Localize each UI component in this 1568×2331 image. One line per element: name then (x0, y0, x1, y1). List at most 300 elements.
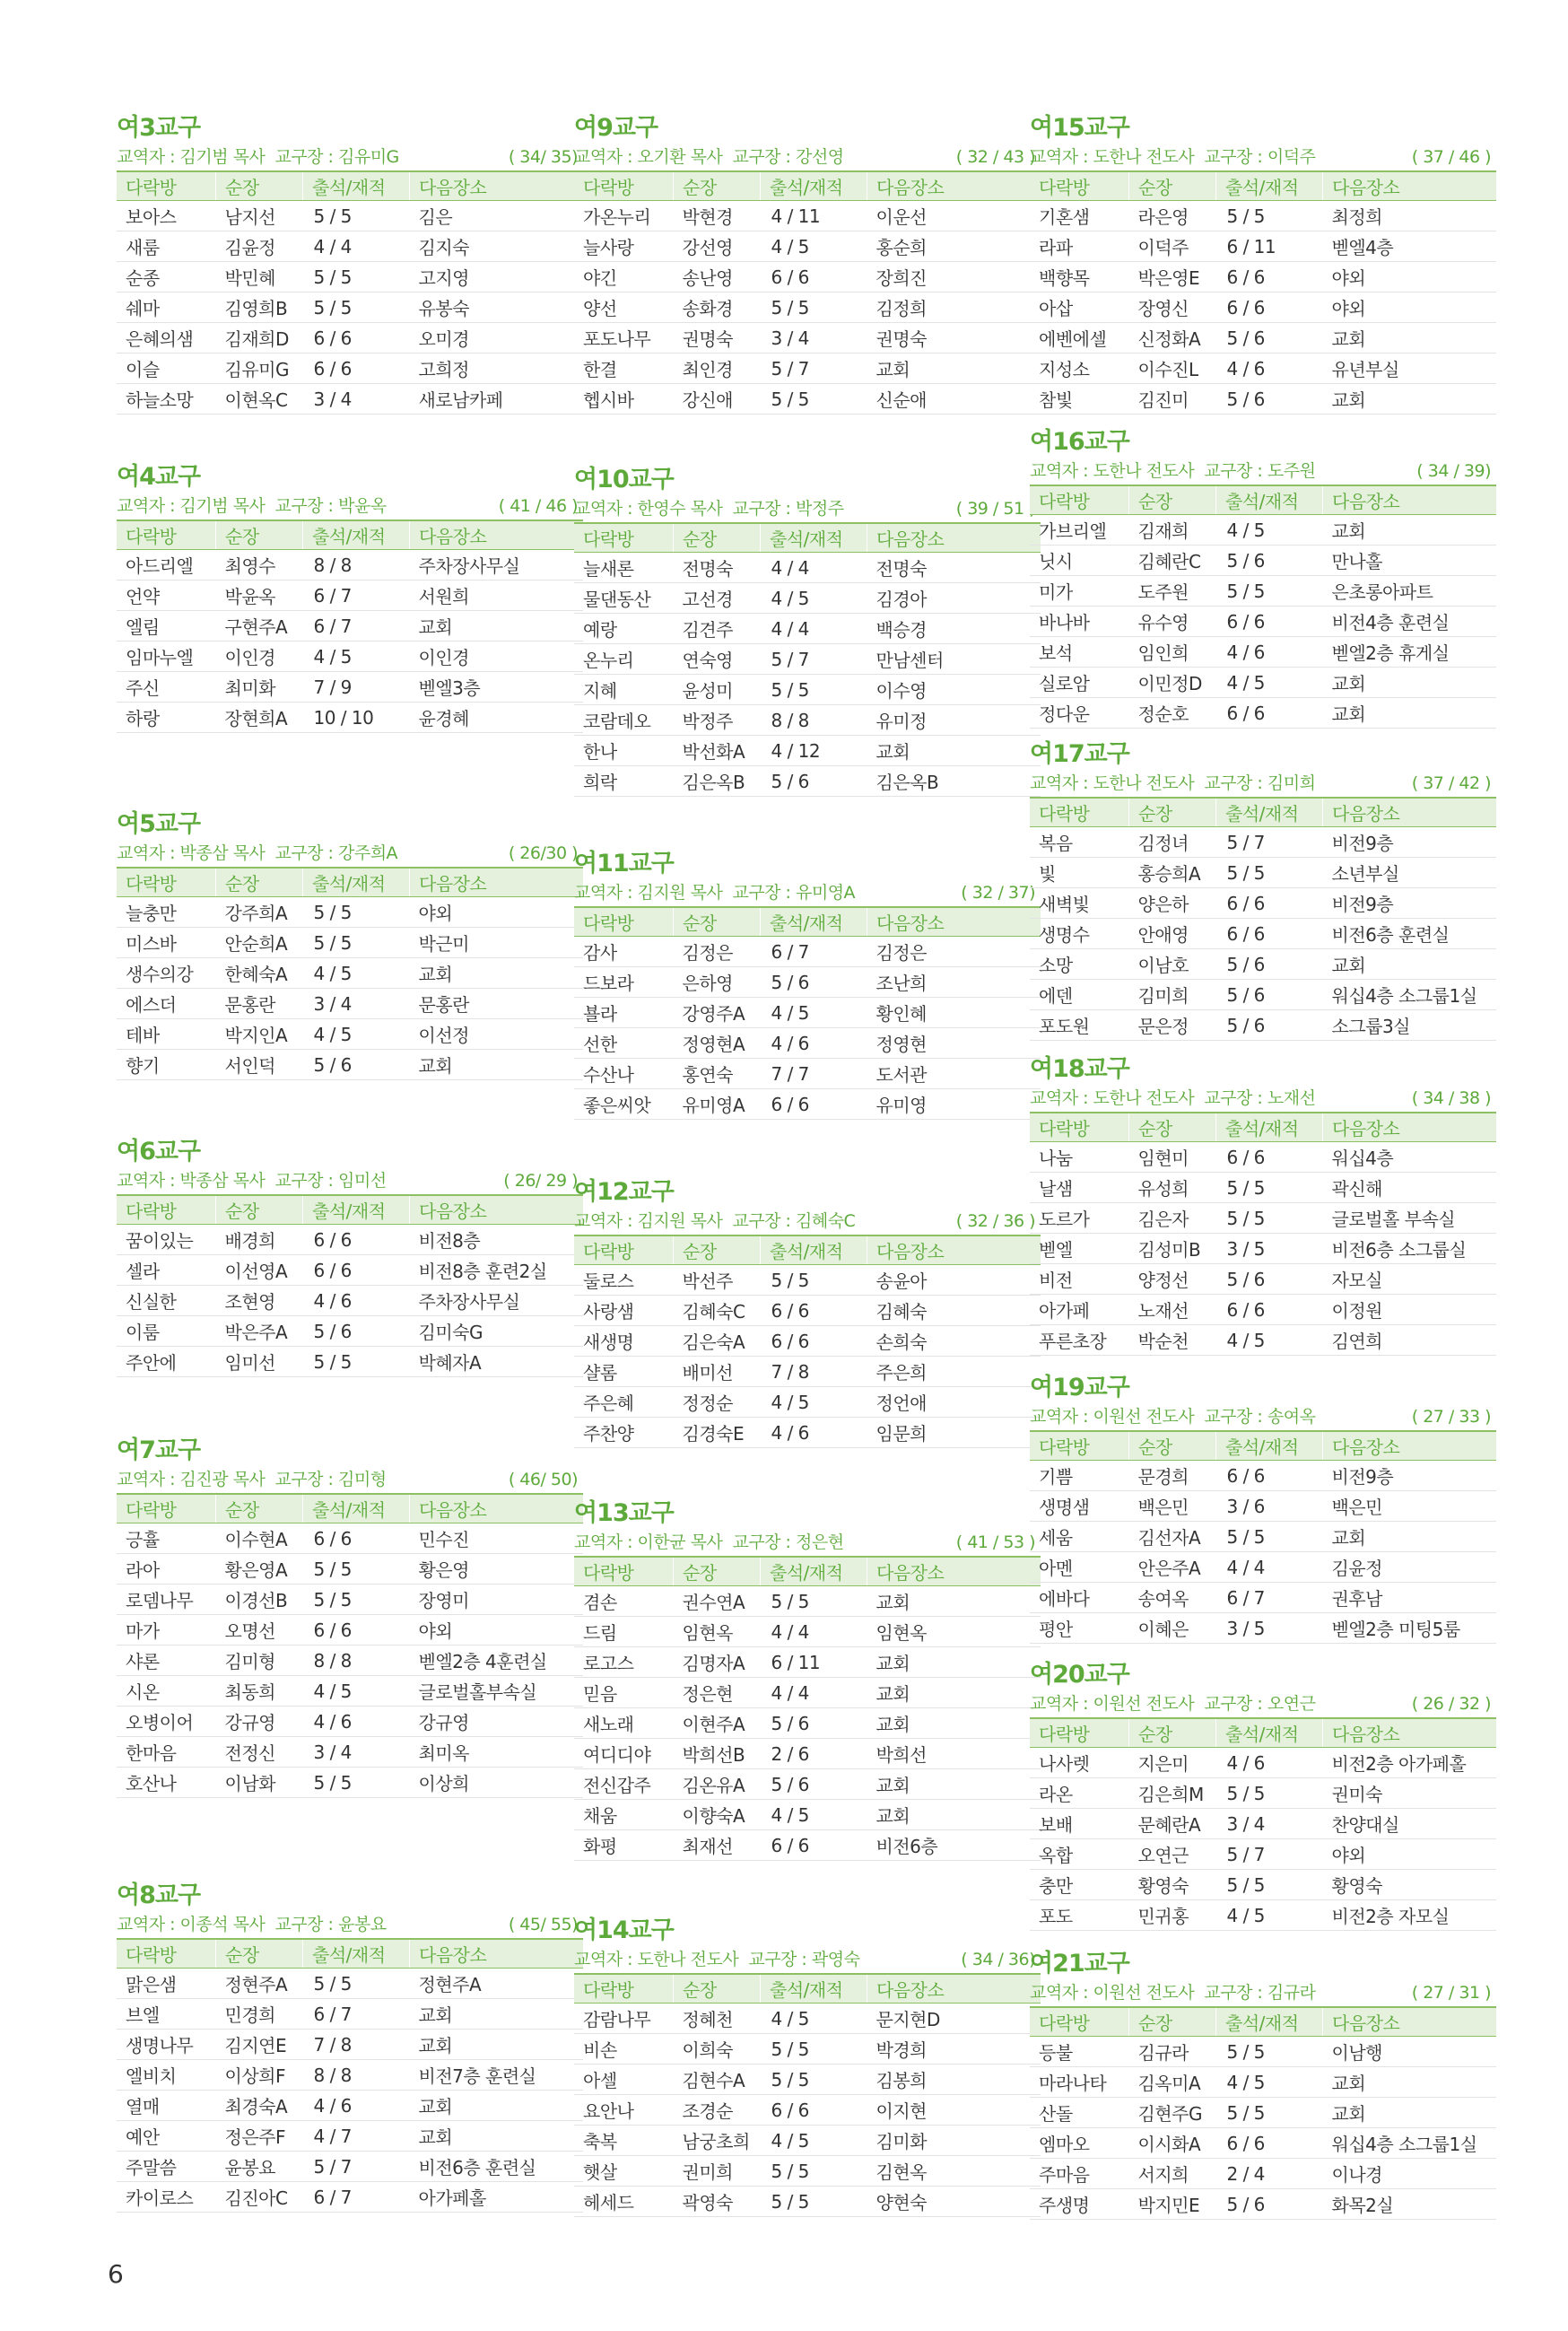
column-header: 순장 (1129, 2007, 1216, 2037)
district-block (1030, 427, 1496, 729)
leader-label: 교구장 : 도주원 (1204, 461, 1316, 481)
leader-name: 이혜은 (1129, 1613, 1216, 1644)
table-row (117, 2030, 583, 2060)
table-row (117, 1585, 583, 1615)
next-location: 유미정 (867, 705, 1041, 736)
leader-label: 교구장 : 박정주 (732, 499, 844, 519)
group-name: 물댄동산 (574, 583, 674, 614)
column-header: 출석/재적 (761, 523, 867, 553)
attendance: 6 / 6 (1216, 1142, 1323, 1173)
district-title: 여7교구 (117, 1436, 201, 1464)
leader-name: 오명선 (216, 1615, 303, 1646)
leader-name: 박순천 (1129, 1325, 1216, 1356)
column-header: 다음장소 (410, 868, 584, 897)
table-header (117, 1939, 583, 1969)
next-location: 박근미 (410, 928, 584, 958)
next-location: 곽신해 (1323, 1173, 1497, 1203)
leader-name: 문홍란 (216, 989, 303, 1019)
group-name: 새룸 (117, 231, 216, 262)
leader-name: 김성미B (1129, 1234, 1216, 1264)
next-location: 교회 (410, 1050, 584, 1080)
leader-name: 황은영A (216, 1554, 303, 1585)
leader-name: 김혜란C (1129, 546, 1216, 576)
attendance: 5 / 5 (1216, 2098, 1323, 2128)
leader-name: 정혜천 (674, 2004, 761, 2034)
next-location: 교회 (867, 1800, 1041, 1830)
leader-name: 고선경 (674, 583, 761, 614)
leader-name: 김정녀 (1129, 827, 1216, 858)
table-body (574, 1265, 1041, 1448)
table-row (1030, 827, 1496, 858)
group-name: 아셀 (574, 2065, 674, 2095)
leader-name: 박정주 (674, 705, 761, 736)
leader-name: 김유미G (216, 354, 303, 384)
district-title: 여14교구 (574, 1916, 674, 1944)
attendance: 5 / 6 (1216, 323, 1323, 354)
attendance-ratio: ( 34/ 35) (508, 147, 578, 167)
table-row (117, 1347, 583, 1377)
table-header (574, 171, 1041, 201)
next-location: 주차장사무실 (410, 1286, 584, 1316)
next-location: 교회 (867, 736, 1041, 766)
leader-name: 남궁초희 (674, 2126, 761, 2156)
leader-name: 홍연숙 (674, 1059, 761, 1089)
next-location: 김정희 (867, 292, 1041, 323)
table-row (117, 292, 583, 323)
leader-label: 교구장 : 노재선 (1204, 1088, 1316, 1108)
leader-name: 유미영A (674, 1089, 761, 1120)
leader-name: 정은현 (674, 1678, 761, 1708)
table-row (1030, 2067, 1496, 2098)
district-title: 여17교구 (1030, 740, 1129, 768)
district-block (574, 1916, 1041, 2217)
attendance: 5 / 5 (761, 384, 867, 415)
leader-name: 조경순 (674, 2095, 761, 2126)
group-name: 브엘 (117, 1999, 216, 2030)
attendance-table (1030, 485, 1496, 729)
leader-name: 최영수 (216, 550, 303, 581)
group-name: 산돌 (1030, 2098, 1129, 2128)
next-location: 야외 (1323, 262, 1497, 292)
officer-label: 교역자 : 이원선 전도사 (1030, 1983, 1195, 2003)
table-row (117, 1707, 583, 1737)
table-row (1030, 323, 1496, 354)
column-header: 다락방 (117, 520, 216, 550)
next-location: 서원희 (410, 581, 584, 611)
attendance: 8 / 8 (303, 2060, 410, 2091)
group-name: 생명수 (1030, 919, 1129, 949)
leader-name: 이현주A (674, 1708, 761, 1739)
attendance: 4 / 4 (761, 553, 867, 583)
table-row (1030, 515, 1496, 546)
attendance: 3 / 4 (303, 1737, 410, 1768)
next-location: 워십4층 소그룹1실 (1323, 2128, 1497, 2159)
column-header: 출석/재적 (1216, 1431, 1323, 1461)
leader-name: 박선화A (674, 736, 761, 766)
table-row (574, 2065, 1041, 2095)
attendance-ratio: ( 41 / 46 ) (498, 496, 578, 516)
next-location: 교회 (1323, 2067, 1497, 2098)
table-row (574, 1586, 1041, 1617)
table-body (574, 201, 1041, 415)
table-body (1030, 1142, 1496, 1356)
table-row (1030, 292, 1496, 323)
group-name: 에벤에셀 (1030, 323, 1129, 354)
next-location: 박경희 (867, 2034, 1041, 2065)
attendance-table (1030, 1112, 1496, 1356)
group-name: 화평 (574, 1830, 674, 1861)
next-location: 이상희 (410, 1768, 584, 1798)
table-row (117, 2182, 583, 2213)
next-location: 김지숙 (410, 231, 584, 262)
group-name: 주생명 (1030, 2189, 1129, 2220)
district-meta (574, 495, 1041, 522)
leader-name: 김명자A (674, 1647, 761, 1678)
group-name: 바나바 (1030, 607, 1129, 637)
attendance: 6 / 7 (303, 2182, 410, 2213)
leader-name: 김옥미A (1129, 2067, 1216, 2098)
table-row (1030, 2128, 1496, 2159)
header-row (1030, 1113, 1496, 1142)
table-row (1030, 1870, 1496, 1900)
column-header: 출석/재적 (761, 1974, 867, 2004)
attendance: 8 / 8 (303, 1646, 410, 1676)
next-location: 교회 (867, 1647, 1041, 1678)
column-header: 다락방 (1030, 485, 1129, 515)
attendance: 5 / 5 (1216, 1173, 1323, 1203)
table-row (574, 1800, 1041, 1830)
district-block (1030, 113, 1496, 415)
leader-name: 김온유A (674, 1769, 761, 1800)
table-header (117, 171, 583, 201)
attendance: 6 / 7 (303, 611, 410, 642)
table-row (117, 384, 583, 415)
table-row (1030, 1264, 1496, 1295)
attendance: 7 / 9 (303, 672, 410, 703)
table-row (574, 937, 1041, 967)
column-header: 다락방 (117, 1939, 216, 1969)
table-row (574, 1678, 1041, 1708)
column-header: 다음장소 (1323, 1431, 1497, 1461)
leader-name: 연숙영 (674, 644, 761, 675)
district-block (1030, 1660, 1496, 1931)
next-location: 글로벌홀 부속실 (1323, 1203, 1497, 1234)
attendance: 5 / 5 (761, 2034, 867, 2065)
attendance: 5 / 6 (1216, 1010, 1323, 1041)
officer-label: 교역자 : 한영수 목사 (574, 499, 723, 519)
header-row (1030, 798, 1496, 827)
attendance-table (574, 1973, 1041, 2217)
next-location: 황은영 (410, 1554, 584, 1585)
page-number: 6 (108, 2259, 124, 2289)
group-name: 복음 (1030, 827, 1129, 858)
leader-name: 임현미 (1129, 1142, 1216, 1173)
next-location: 비전4층 훈련실 (1323, 607, 1497, 637)
leader-name: 문은정 (1129, 1010, 1216, 1041)
group-name: 날샘 (1030, 1173, 1129, 1203)
leader-name: 임인희 (1129, 637, 1216, 668)
group-name: 에스더 (117, 989, 216, 1019)
next-location: 아가페홀 (410, 2182, 584, 2213)
header-row (1030, 1718, 1496, 1748)
leader-name: 도주원 (1129, 576, 1216, 607)
table-row (1030, 2189, 1496, 2220)
attendance-table (117, 1194, 583, 1377)
next-location: 벧엘2층 휴게실 (1323, 637, 1497, 668)
group-name: 둘로스 (574, 1265, 674, 1296)
table-row (574, 323, 1041, 354)
leader-name: 박현경 (674, 201, 761, 231)
leader-name: 문혜란A (1129, 1809, 1216, 1839)
district-block (1030, 739, 1496, 1041)
leader-name: 임현옥 (674, 1617, 761, 1647)
district-meta (1030, 770, 1496, 797)
attendance-ratio: ( 26/ 29 ) (503, 1171, 578, 1191)
table-row (574, 1418, 1041, 1448)
leader-name: 송화경 (674, 292, 761, 323)
table-row (1030, 2159, 1496, 2189)
next-location: 김윤정 (1323, 1552, 1497, 1583)
table-row (574, 705, 1041, 736)
next-location: 글로벌홀부속실 (410, 1676, 584, 1707)
leader-name: 구현주A (216, 611, 303, 642)
table-row (574, 766, 1041, 797)
attendance: 6 / 6 (761, 1296, 867, 1326)
leader-label: 교구장 : 김혜숙C (732, 1211, 856, 1231)
table-row (117, 1676, 583, 1707)
group-name: 겸손 (574, 1586, 674, 1617)
group-name: 축복 (574, 2126, 674, 2156)
group-name: 셀라 (117, 1255, 216, 1286)
attendance: 6 / 11 (1216, 231, 1323, 262)
group-name: 닛시 (1030, 546, 1129, 576)
group-name: 주말씀 (117, 2152, 216, 2182)
table-header (574, 1557, 1041, 1586)
district-meta (1030, 1403, 1496, 1430)
table-row (1030, 1839, 1496, 1870)
table-row (1030, 1552, 1496, 1583)
attendance: 6 / 6 (761, 1326, 867, 1357)
header-row (117, 868, 583, 897)
next-location: 김미숙G (410, 1316, 584, 1347)
attendance: 5 / 6 (303, 1050, 410, 1080)
attendance: 4 / 5 (303, 1676, 410, 1707)
column-header: 순장 (674, 1557, 761, 1586)
next-location: 워십4층 소그룹1실 (1323, 980, 1497, 1010)
officer-label: 교역자 : 김지원 목사 (574, 1211, 723, 1231)
district-meta (574, 1946, 1041, 1973)
attendance: 7 / 8 (303, 2030, 410, 2060)
column-header: 출석/재적 (303, 1494, 410, 1523)
leader-name: 이덕주 (1129, 231, 1216, 262)
attendance: 5 / 5 (1216, 858, 1323, 888)
group-name: 아멘 (1030, 1552, 1129, 1583)
next-location: 벧엘2층 미팅5룸 (1323, 1613, 1497, 1644)
group-name: 테바 (117, 1019, 216, 1050)
group-name: 꿈이있는 (117, 1225, 216, 1255)
table-row (117, 1286, 583, 1316)
column-header: 출석/재적 (303, 520, 410, 550)
column-header: 다음장소 (1323, 798, 1497, 827)
next-location: 이선정 (410, 1019, 584, 1050)
group-name: 호산나 (117, 1768, 216, 1798)
leader-name: 장영신 (1129, 292, 1216, 323)
attendance: 5 / 6 (761, 766, 867, 797)
next-location: 교회 (1323, 698, 1497, 729)
next-location: 비전6층 훈련실 (410, 2152, 584, 2182)
officer-label: 교역자 : 오기환 목사 (574, 147, 723, 167)
leader-name: 김정은 (674, 937, 761, 967)
column-header: 출석/재적 (1216, 798, 1323, 827)
next-location: 찬양대실 (1323, 1809, 1497, 1839)
attendance: 4 / 5 (303, 1019, 410, 1050)
leader-name: 김선자A (1129, 1522, 1216, 1552)
column-header: 다음장소 (867, 523, 1041, 553)
leader-name: 정영현A (674, 1028, 761, 1059)
table-row (574, 967, 1041, 998)
group-name: 감람나무 (574, 2004, 674, 2034)
next-location: 유봉숙 (410, 292, 584, 323)
group-name: 새노래 (574, 1708, 674, 1739)
district-block (117, 1436, 583, 1798)
attendance: 4 / 5 (1216, 2067, 1323, 2098)
attendance-ratio: ( 32 / 37) (961, 883, 1035, 903)
attendance: 4 / 5 (761, 2126, 867, 2156)
attendance: 5 / 5 (303, 1347, 410, 1377)
next-location: 화목2실 (1323, 2189, 1497, 2220)
group-name: 마라나타 (1030, 2067, 1129, 2098)
table-body (117, 1969, 583, 2213)
leader-name: 김미형 (216, 1646, 303, 1676)
group-name: 아드리엘 (117, 550, 216, 581)
leader-name: 곽영숙 (674, 2187, 761, 2217)
table-header (1030, 485, 1496, 515)
group-name: 미스바 (117, 928, 216, 958)
group-name: 늘사랑 (574, 231, 674, 262)
attendance: 5 / 6 (1216, 546, 1323, 576)
attendance: 3 / 4 (1216, 1809, 1323, 1839)
attendance: 4 / 5 (1216, 1325, 1323, 1356)
table-header (1030, 171, 1496, 201)
column-header: 출석/재적 (1216, 1718, 1323, 1748)
group-name: 희락 (574, 766, 674, 797)
next-location: 이정원 (1323, 1295, 1497, 1325)
next-location: 유미영 (867, 1089, 1041, 1120)
next-location: 야외 (1323, 1839, 1497, 1870)
table-row (574, 1089, 1041, 1120)
attendance: 5 / 7 (1216, 1839, 1323, 1870)
attendance-table (1030, 797, 1496, 1041)
table-row (1030, 1173, 1496, 1203)
column-header: 다음장소 (410, 171, 584, 201)
attendance: 5 / 6 (1216, 980, 1323, 1010)
table-row (117, 550, 583, 581)
next-location: 비전2층 자모실 (1323, 1900, 1497, 1931)
attendance: 4 / 4 (1216, 1552, 1323, 1583)
next-location: 문홍란 (410, 989, 584, 1019)
table-row (574, 1357, 1041, 1387)
table-row (117, 928, 583, 958)
leader-name: 안은주A (1129, 1552, 1216, 1583)
district-meta (1030, 1690, 1496, 1717)
column-header: 순장 (1129, 1718, 1216, 1748)
district-block (574, 1498, 1041, 1861)
table-row (117, 642, 583, 672)
attendance: 6 / 6 (1216, 1295, 1323, 1325)
leader-name: 전명숙 (674, 553, 761, 583)
attendance: 5 / 5 (761, 2065, 867, 2095)
column-header: 출석/재적 (761, 1235, 867, 1265)
table-row (574, 231, 1041, 262)
column-header: 출석/재적 (761, 1557, 867, 1586)
group-name: 한결 (574, 354, 674, 384)
attendance: 5 / 6 (1216, 2189, 1323, 2220)
officer-label: 교역자 : 이원선 전도사 (1030, 1694, 1195, 1714)
leader-name: 조현영 (216, 1286, 303, 1316)
next-location: 교회 (867, 1586, 1041, 1617)
district-meta (1030, 458, 1496, 485)
column-header: 다락방 (1030, 1718, 1129, 1748)
district-title: 여6교구 (117, 1138, 201, 1166)
group-name: 늘충만 (117, 897, 216, 928)
table-row (1030, 2098, 1496, 2128)
column-header: 순장 (1129, 485, 1216, 515)
table-row (117, 1523, 583, 1554)
column-header: 순장 (1129, 798, 1216, 827)
group-name: 생명나무 (117, 2030, 216, 2060)
district-title: 여21교구 (1030, 1950, 1129, 1977)
next-location: 비전6층 훈련실 (1323, 919, 1497, 949)
header-row (117, 1939, 583, 1969)
group-name: 엘비치 (117, 2060, 216, 2091)
district-title: 여9교구 (574, 114, 658, 142)
column-header: 출석/재적 (1216, 1113, 1323, 1142)
next-location: 장희진 (867, 262, 1041, 292)
attendance-ratio: ( 34 / 39) (1416, 461, 1491, 481)
group-name: 가브리엘 (1030, 515, 1129, 546)
attendance: 4 / 4 (761, 1678, 867, 1708)
attendance: 6 / 6 (303, 1225, 410, 1255)
attendance-ratio: ( 41 / 53 ) (955, 1532, 1035, 1552)
attendance: 8 / 8 (303, 550, 410, 581)
table-row (1030, 1461, 1496, 1491)
table-row (574, 1617, 1041, 1647)
leader-name: 최미화 (216, 672, 303, 703)
next-location: 자모실 (1323, 1264, 1497, 1295)
table-body (117, 1523, 583, 1798)
leader-name: 이시화A (1129, 2128, 1216, 2159)
group-name: 뵬라 (574, 998, 674, 1028)
table-row (1030, 1809, 1496, 1839)
next-location: 만나홀 (1323, 546, 1497, 576)
table-row (117, 354, 583, 384)
leader-name: 박은영E (1129, 262, 1216, 292)
group-name: 주마음 (1030, 2159, 1129, 2189)
column-header: 다락방 (1030, 2007, 1129, 2037)
leader-name: 이상희F (216, 2060, 303, 2091)
leader-name: 최동희 (216, 1676, 303, 1707)
group-name: 한마음 (117, 1737, 216, 1768)
column-header: 순장 (1129, 171, 1216, 201)
next-location: 교회 (410, 2121, 584, 2152)
next-location: 교회 (867, 1678, 1041, 1708)
column-header: 다음장소 (410, 1939, 584, 1969)
district-meta (1030, 1085, 1496, 1112)
officer-label: 교역자 : 김진광 목사 (117, 1470, 266, 1489)
attendance: 6 / 6 (1216, 262, 1323, 292)
leader-label: 교구장 : 임미선 (274, 1171, 387, 1191)
next-location: 황영숙 (1323, 1870, 1497, 1900)
